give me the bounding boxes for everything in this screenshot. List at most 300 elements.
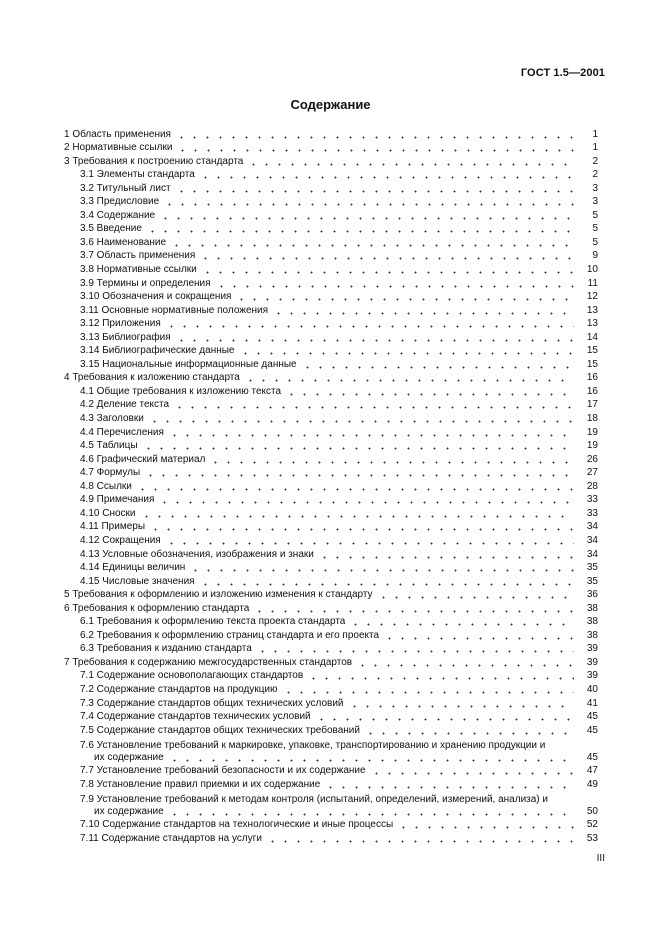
toc-entry-line <box>80 819 578 831</box>
toc-entry[interactable] <box>64 682 598 696</box>
toc-entry-line <box>80 833 578 845</box>
toc-entry-page: 5 <box>592 209 598 221</box>
toc-entry-body <box>64 399 578 411</box>
dot-leader <box>370 772 574 775</box>
toc-entry[interactable] <box>64 371 598 385</box>
dot-leader <box>140 515 574 518</box>
dot-leader <box>163 203 574 206</box>
dot-leader <box>189 569 574 572</box>
toc-entry-title: 4.8 Ссылки <box>80 480 132 492</box>
dot-leader <box>285 393 574 396</box>
toc-entry-body <box>64 740 578 764</box>
toc-entry-title: 3.3 Предисловие <box>80 196 160 208</box>
toc-entry-page: 34 <box>586 521 598 533</box>
page-number: III <box>596 853 605 864</box>
toc-entry-line <box>80 670 578 682</box>
toc-entry-line <box>80 169 578 181</box>
toc-entry-title: 7.2 Содержание стандартов на продукцию <box>80 683 278 695</box>
dot-leader <box>165 325 574 328</box>
toc-entry-line <box>80 278 578 290</box>
toc-entry-page: 15 <box>586 345 598 357</box>
toc-entry-body <box>64 589 578 601</box>
toc-entry-line <box>80 508 578 520</box>
toc-entry-body <box>64 278 578 290</box>
toc-entry[interactable] <box>64 669 598 683</box>
toc-entry-page: 27 <box>586 467 598 479</box>
dot-leader <box>199 583 574 586</box>
dot-leader <box>318 556 574 559</box>
toc-entry-page: 5 <box>592 236 598 248</box>
dot-leader <box>349 623 574 626</box>
toc-entry-title: 3.4 Содержание <box>80 209 156 221</box>
dot-leader <box>282 691 574 694</box>
toc-entry-body <box>64 345 578 357</box>
toc-entry-body <box>64 440 578 452</box>
table-of-contents <box>64 127 598 845</box>
toc-entry-page: 10 <box>586 264 598 276</box>
toc-entry-body <box>64 765 578 777</box>
toc-entry-page: 3 <box>592 182 598 194</box>
toc-entry-body <box>64 454 578 466</box>
toc-entry-page: 45 <box>586 711 598 723</box>
toc-entry-body <box>64 413 578 425</box>
toc-entry-line <box>80 521 578 533</box>
toc-entry-page: 53 <box>586 832 598 844</box>
toc-entry[interactable] <box>64 154 598 168</box>
toc-entry[interactable] <box>64 791 598 818</box>
toc-entry[interactable] <box>64 357 598 371</box>
toc-entry-line <box>64 589 578 601</box>
dot-leader <box>239 352 575 355</box>
toc-entry[interactable] <box>64 561 598 575</box>
toc-entry-line <box>80 725 578 737</box>
toc-entry-title: 3.2 Титульный лист <box>80 182 171 194</box>
toc-entry-line <box>80 467 578 479</box>
toc-entry-line <box>80 264 578 276</box>
dot-leader <box>149 528 574 531</box>
toc-entry-line <box>80 684 578 696</box>
toc-entry-line <box>80 481 578 493</box>
toc-entry-title: 3.14 Библиографические данные <box>80 345 235 357</box>
toc-entry[interactable] <box>64 249 598 263</box>
toc-entry-page: 40 <box>586 683 598 695</box>
dot-leader <box>136 488 574 491</box>
toc-entry[interactable] <box>64 547 598 561</box>
toc-entry[interactable] <box>64 764 598 778</box>
toc-entry-line <box>80 413 578 425</box>
toc-entry-body <box>64 576 578 588</box>
toc-entry[interactable] <box>64 818 598 832</box>
toc-entry-title: 7.11 Содержание стандартов на услуги <box>80 832 262 844</box>
dot-leader <box>266 840 574 843</box>
dot-leader <box>209 461 574 464</box>
dot-leader <box>348 705 574 708</box>
dot-leader <box>144 474 574 477</box>
toc-entry-page: 52 <box>586 819 598 831</box>
toc-entry-page: 19 <box>586 426 598 438</box>
toc-entry-page: 16 <box>586 372 598 384</box>
toc-entry-line <box>80 535 578 547</box>
toc-entry-line <box>80 305 578 317</box>
toc-entry-body <box>64 223 578 235</box>
toc-entry-line <box>64 156 578 168</box>
toc-entry-title: 7.10 Содержание стандартов на технологические и иные процессы <box>80 819 394 831</box>
toc-entry-page: 19 <box>586 440 598 452</box>
toc-entry-page: 3 <box>592 196 598 208</box>
toc-entry-title: 3.13 Библиография <box>80 331 171 343</box>
dot-leader <box>315 718 574 721</box>
toc-entry[interactable] <box>64 262 598 276</box>
toc-entry-page: 36 <box>586 589 598 601</box>
toc-entry-line <box>80 494 578 506</box>
toc-entry-title: 4.5 Таблицы <box>80 440 138 452</box>
toc-entry-title: 7.5 Содержание стандартов общих технических требований <box>80 724 360 736</box>
toc-entry[interactable] <box>64 181 598 195</box>
toc-entry[interactable] <box>64 479 598 493</box>
toc-entry-title: 3.7 Область применения <box>80 250 196 262</box>
dot-leader <box>377 596 574 599</box>
toc-entry-title: 6 Требования к оформлению стандарта <box>64 602 250 614</box>
dot-leader <box>272 312 574 315</box>
toc-entry-line <box>80 250 578 262</box>
toc-entry-title: 4.9 Примечания <box>80 494 155 506</box>
toc-entry-title: 3.5 Введение <box>80 223 142 235</box>
toc-entry[interactable] <box>64 520 598 534</box>
toc-entry-page: 13 <box>586 304 598 316</box>
toc-entry-title: 3.10 Обозначения и сокращения <box>80 291 232 303</box>
toc-entry[interactable] <box>64 141 598 155</box>
toc-entry[interactable] <box>64 574 598 588</box>
toc-entry-body <box>64 779 578 791</box>
toc-entry[interactable] <box>64 425 598 439</box>
dot-leader <box>170 244 574 247</box>
dot-leader <box>142 447 574 450</box>
toc-entry-title: 6.1 Требования к оформлению текста проекта стандарта <box>80 616 346 628</box>
toc-entry-line <box>80 345 578 357</box>
dot-leader <box>201 271 574 274</box>
toc-entry-line <box>80 318 578 330</box>
toc-entry-title: 7.9 Установление требований к методам контроля (испытаний, определений, измерений, анализа) и <box>80 793 548 805</box>
toc-entry[interactable] <box>64 330 598 344</box>
toc-entry[interactable] <box>64 276 598 290</box>
toc-entry[interactable] <box>64 235 598 249</box>
dot-leader <box>356 664 574 667</box>
toc-entry[interactable] <box>64 398 598 412</box>
dot-leader <box>301 366 574 369</box>
toc-entry-page: 16 <box>586 385 598 397</box>
toc-entry-page: 12 <box>586 291 598 303</box>
toc-entry-body <box>64 794 578 818</box>
toc-entry[interactable] <box>64 737 598 764</box>
toc-entry-line <box>64 129 578 141</box>
toc-entry-page: 39 <box>586 656 598 668</box>
toc-entry[interactable] <box>64 222 598 236</box>
toc-entry-title: 3.1 Элементы стандарта <box>80 169 195 181</box>
toc-entry-body <box>64 833 578 845</box>
toc-entry-page: 47 <box>586 765 598 777</box>
toc-entry-title: 4.3 Заголовки <box>80 413 144 425</box>
toc-entry-title: 4.13 Условные обозначения, изображения и знаки <box>80 548 314 560</box>
dot-leader <box>253 610 574 613</box>
toc-entry-title: 6.3 Требования к изданию стандарта <box>80 643 252 655</box>
toc-entry-title: 4.15 Числовые значения <box>80 575 195 587</box>
toc-entry-body <box>64 819 578 831</box>
toc-entry[interactable] <box>64 723 598 737</box>
toc-entry-body <box>64 549 578 561</box>
toc-entry-line <box>64 657 578 669</box>
toc-entry-line <box>80 183 578 195</box>
toc-entry[interactable] <box>64 628 598 642</box>
toc-entry-body <box>64 318 578 330</box>
dot-leader <box>176 149 574 152</box>
toc-entry-line <box>80 698 578 710</box>
toc-entry-page: 34 <box>586 534 598 546</box>
dot-leader <box>256 650 574 653</box>
dot-leader <box>165 542 574 545</box>
toc-entry-title: 3.12 Приложения <box>80 318 161 330</box>
toc-entry-title: 7.3 Содержание стандартов общих технических условий <box>80 697 344 709</box>
toc-entry-title: их содержание <box>94 805 164 817</box>
toc-entry-body <box>64 386 578 398</box>
toc-entry-line <box>80 806 578 818</box>
toc-entry-title: 6.2 Требования к оформлению страниц стандарта и его проекта <box>80 629 380 641</box>
toc-entry-page: 2 <box>592 155 598 167</box>
toc-entry-page: 39 <box>586 643 598 655</box>
toc-entry-body <box>64 183 578 195</box>
toc-entry-title: их содержание <box>94 751 164 763</box>
toc-entry-title: 7.4 Содержание стандартов технических условий <box>80 711 311 723</box>
toc-entry-page: 26 <box>586 453 598 465</box>
toc-entry-title: 4.7 Формулы <box>80 467 141 479</box>
toc-entry-line <box>64 372 578 384</box>
toc-entry-title: 4.4 Перечисления <box>80 426 164 438</box>
toc-entry-page: 34 <box>586 548 598 560</box>
toc-entry-page: 35 <box>586 562 598 574</box>
toc-entry-line <box>80 386 578 398</box>
toc-entry-page: 38 <box>586 616 598 628</box>
toc-entry[interactable] <box>64 533 598 547</box>
toc-entry-page: 11 <box>587 277 598 289</box>
toc-entry[interactable] <box>64 452 598 466</box>
toc-entry-page: 45 <box>586 751 598 763</box>
toc-entry-body <box>64 332 578 344</box>
toc-entry-body <box>64 630 578 642</box>
dot-leader <box>159 217 574 220</box>
toc-entry-body <box>64 494 578 506</box>
toc-entry-line <box>80 210 578 222</box>
dot-leader <box>168 759 574 762</box>
toc-entry-page: 45 <box>586 724 598 736</box>
dot-leader <box>199 176 574 179</box>
toc-entry-body <box>64 481 578 493</box>
toc-entry-page: 33 <box>586 494 598 506</box>
toc-entry-line <box>80 711 578 723</box>
toc-entry-page: 14 <box>586 331 598 343</box>
toc-entry-body <box>64 372 578 384</box>
toc-entry-page: 38 <box>586 602 598 614</box>
toc-entry-page: 49 <box>586 778 598 790</box>
dot-leader <box>235 298 574 301</box>
toc-entry-title: 4.6 Графический материал <box>80 453 206 465</box>
document-code: ГОСТ 1.5—2001 <box>520 67 605 79</box>
toc-entry[interactable] <box>64 710 598 724</box>
toc-entry-line <box>80 332 578 344</box>
dot-leader <box>148 420 574 423</box>
dot-leader <box>168 434 574 437</box>
toc-entry-title: 3.9 Термины и определения <box>80 277 211 289</box>
toc-entry[interactable] <box>64 601 598 615</box>
toc-entry-title: 7.6 Установление требований к маркировке, упаковке, транспортированию и хранению продукции и <box>80 739 546 751</box>
toc-entry-page: 5 <box>592 223 598 235</box>
toc-entry-line <box>80 359 578 371</box>
toc-entry[interactable] <box>64 208 598 222</box>
toc-entry-body <box>64 210 578 222</box>
toc-entry[interactable] <box>64 317 598 331</box>
toc-entry-body <box>64 129 578 141</box>
toc-entry-page: 28 <box>586 480 598 492</box>
toc-entry-page: 50 <box>586 805 598 817</box>
toc-entry[interactable] <box>64 439 598 453</box>
toc-entry-line <box>80 237 578 249</box>
dot-leader <box>397 826 574 829</box>
toc-entry-title: 7.7 Установление требований безопасности и их содержание <box>80 765 366 777</box>
toc-entry-title: 1 Область применения <box>64 128 171 140</box>
toc-entry-line <box>80 223 578 235</box>
page-title: Содержание <box>290 97 371 112</box>
toc-entry-body <box>64 237 578 249</box>
toc-entry-title: 2 Нормативные ссылки <box>64 142 173 154</box>
toc-entry-line <box>80 196 578 208</box>
dot-leader <box>175 339 574 342</box>
toc-entry-body <box>64 508 578 520</box>
dot-leader <box>383 637 574 640</box>
toc-entry[interactable] <box>64 696 598 710</box>
toc-entry-title: 3 Требования к построению стандарта <box>64 155 244 167</box>
toc-entry-page: 38 <box>586 629 598 641</box>
dot-leader <box>324 786 574 789</box>
toc-entry-line <box>80 440 578 452</box>
toc-entry-body <box>64 427 578 439</box>
toc-entry[interactable] <box>64 777 598 791</box>
toc-entry[interactable] <box>64 303 598 317</box>
toc-entry-page: 18 <box>586 413 598 425</box>
dot-leader <box>307 677 574 680</box>
dot-leader <box>175 190 574 193</box>
toc-entry[interactable] <box>64 831 598 845</box>
toc-entry-page: 2 <box>592 169 598 181</box>
toc-entry[interactable] <box>64 493 598 507</box>
toc-entry-line <box>80 399 578 411</box>
toc-entry-page: 17 <box>586 399 598 411</box>
toc-entry-body <box>64 196 578 208</box>
toc-entry[interactable] <box>64 290 598 304</box>
dot-leader <box>364 732 574 735</box>
toc-entry-title: 7.8 Установление правил приемки и их содержание <box>80 778 321 790</box>
toc-entry-page: 15 <box>586 358 598 370</box>
toc-entry[interactable] <box>64 127 598 141</box>
toc-entry-title: 7.1 Содержание основополагающих стандартов <box>80 670 304 682</box>
toc-entry[interactable] <box>64 615 598 629</box>
dot-leader <box>146 230 574 233</box>
toc-entry-line <box>80 549 578 561</box>
toc-entry-page: 39 <box>586 670 598 682</box>
toc-entry[interactable] <box>64 466 598 480</box>
toc-entry-title: 3.6 Наименование <box>80 236 167 248</box>
toc-entry-body <box>64 603 578 615</box>
toc-entry[interactable] <box>64 588 598 602</box>
toc-entry-body <box>64 264 578 276</box>
toc-entry[interactable] <box>64 411 598 425</box>
dot-leader <box>244 379 574 382</box>
toc-entry-page: 35 <box>586 575 598 587</box>
toc-entry-page: 41 <box>586 697 598 709</box>
dot-leader <box>158 501 574 504</box>
toc-entry-page: 13 <box>586 318 598 330</box>
toc-entry-title: 4.11 Примеры <box>80 521 146 533</box>
toc-entry-line <box>80 752 578 764</box>
toc-entry-title: 3.8 Нормативные ссылки <box>80 264 197 276</box>
toc-entry-body <box>64 657 578 669</box>
toc-entry-line <box>80 765 578 777</box>
toc-entry[interactable] <box>64 344 598 358</box>
toc-entry-title: 3.11 Основные нормативные положения <box>80 304 269 316</box>
toc-entry[interactable] <box>64 642 598 656</box>
dot-leader <box>215 285 574 288</box>
toc-entry-page: 1 <box>592 128 598 140</box>
toc-entry-line <box>80 576 578 588</box>
dot-leader <box>199 257 574 260</box>
toc-entry-line <box>80 454 578 466</box>
toc-entry-line <box>80 427 578 439</box>
toc-entry-line <box>80 291 578 303</box>
toc-entry-body <box>64 711 578 723</box>
toc-entry-body <box>64 725 578 737</box>
toc-entry[interactable] <box>64 655 598 669</box>
toc-entry-line <box>80 643 578 655</box>
toc-entry-page: 33 <box>586 507 598 519</box>
toc-entry-title: 7 Требования к содержанию межгосударственных стандартов <box>64 656 353 668</box>
toc-entry-line <box>80 630 578 642</box>
toc-entry[interactable] <box>64 195 598 209</box>
toc-entry-body <box>64 142 578 154</box>
toc-entry-body <box>64 467 578 479</box>
toc-entry-body <box>64 521 578 533</box>
toc-entry-title: 4.14 Единицы величин <box>80 562 186 574</box>
toc-entry-title: 3.15 Национальные информационные данные <box>80 358 297 370</box>
toc-entry-line <box>64 603 578 615</box>
toc-entry-body <box>64 250 578 262</box>
toc-entry[interactable] <box>64 506 598 520</box>
toc-entry-body <box>64 156 578 168</box>
toc-entry-body <box>64 670 578 682</box>
toc-entry-body <box>64 698 578 710</box>
toc-entry-body <box>64 291 578 303</box>
toc-entry[interactable] <box>64 168 598 182</box>
toc-entry-line <box>80 616 578 628</box>
toc-entry-body <box>64 169 578 181</box>
toc-entry-body <box>64 616 578 628</box>
toc-entry-line <box>80 779 578 791</box>
dot-leader <box>173 406 574 409</box>
toc-entry-body <box>64 562 578 574</box>
toc-entry-title: 5 Требования к оформлению и изложению изменения к стандарту <box>64 589 373 601</box>
toc-entry-body <box>64 305 578 317</box>
dot-leader <box>168 813 574 816</box>
toc-entry-title: 4.2 Деление текста <box>80 399 170 411</box>
toc-entry[interactable] <box>64 384 598 398</box>
toc-entry-page: 1 <box>592 142 598 154</box>
toc-entry-line <box>64 142 578 154</box>
